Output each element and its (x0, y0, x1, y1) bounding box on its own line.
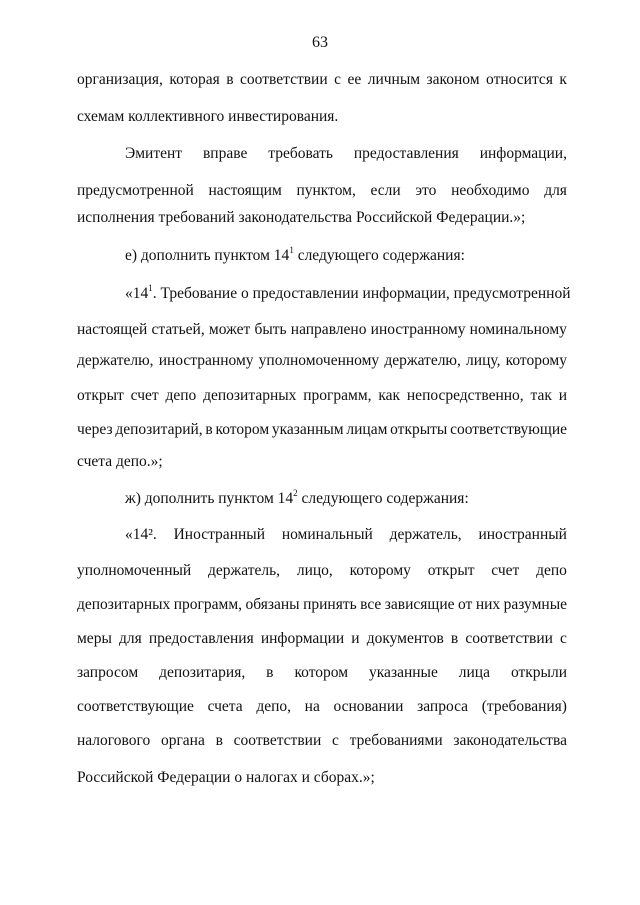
text-line (125, 142, 567, 166)
word: держатель, (208, 562, 281, 579)
word: требованиями (349, 732, 443, 749)
word: открыт (427, 562, 475, 579)
text-line: исполнения требований законодательства Российской Федерации.»; (77, 209, 526, 226)
word: предоставления (148, 630, 254, 647)
word: которому (505, 352, 567, 369)
text-line (77, 593, 567, 617)
word: пунктом, (296, 182, 356, 199)
word: соответствующие (77, 698, 194, 715)
word: уполномоченному (258, 352, 380, 369)
word: иностранному (158, 352, 254, 369)
text-line (77, 179, 567, 203)
word: соответствующие (450, 421, 567, 438)
text-line (77, 318, 567, 342)
superscript: 2 (293, 488, 298, 498)
word: которому (349, 562, 411, 579)
word: соответствии (233, 732, 322, 749)
word: меры (77, 630, 112, 647)
word: как (378, 387, 401, 404)
text-fragment: следующего содержания: (293, 247, 465, 264)
word: иностранному (370, 321, 466, 338)
word: настоящим (208, 182, 282, 199)
word: счета (207, 698, 243, 715)
word: номинальный (281, 526, 373, 543)
word: в (205, 421, 213, 438)
text-line (77, 661, 567, 685)
word: может (208, 321, 251, 338)
word: необходимо (451, 182, 530, 199)
text-fragment: е) дополнить пунктом 14 (125, 247, 290, 264)
word: «14². (125, 526, 157, 543)
text-fragment: . Требование о предоставлении информации, предусмотренной (152, 285, 571, 302)
text-line (77, 384, 567, 408)
word: вправе (202, 145, 248, 162)
word: открыли (510, 664, 567, 681)
word: относится (486, 71, 553, 88)
word: с (331, 732, 339, 749)
text-line (125, 487, 567, 511)
text-line (77, 418, 567, 442)
word: организация, (77, 71, 163, 88)
word: программ, (173, 596, 243, 613)
word: запросом (77, 664, 139, 681)
word: депо (536, 562, 567, 579)
word: депозитарий, (115, 421, 203, 438)
word: основании (333, 698, 404, 715)
word: указанные (369, 664, 438, 681)
word: лицу, (466, 352, 501, 369)
word: котором (215, 421, 270, 438)
word: непосредственно, (406, 387, 524, 404)
text-line (77, 349, 567, 373)
word: ее (347, 71, 362, 88)
word: иностранный (478, 526, 567, 543)
word: в (450, 630, 459, 647)
word: депозитарных (203, 387, 297, 404)
word: через (77, 421, 113, 438)
text-line (125, 282, 571, 306)
word: налогового (77, 732, 151, 749)
word: быть (254, 321, 287, 338)
word: депозитарных (77, 596, 171, 613)
text-fragment: «14 (125, 285, 149, 302)
word: указанным (271, 421, 344, 438)
word: (требования) (481, 698, 567, 715)
word: предоставления (353, 145, 459, 162)
word: зависящие (384, 596, 455, 613)
word: депо, (256, 698, 291, 715)
word: держателю, (384, 352, 461, 369)
word: предусмотренной (77, 182, 194, 199)
word: направлено (290, 321, 367, 338)
text-line (77, 695, 567, 719)
word: программ, (303, 387, 372, 404)
text-line (77, 68, 567, 92)
text-fragment: ж) дополнить пунктом 14 (125, 490, 294, 507)
word: лицо, (296, 562, 333, 579)
word: соответствии (240, 71, 328, 88)
word: статьей, (151, 321, 205, 338)
word: и (351, 630, 360, 647)
word: информации, (479, 145, 567, 162)
word: на (304, 698, 320, 715)
word: личным (367, 71, 421, 88)
word: них (475, 596, 501, 613)
text-line (125, 523, 567, 547)
word: лицам (346, 421, 388, 438)
word: депо (165, 387, 197, 404)
word: обязаны (245, 596, 300, 613)
word: в (215, 732, 223, 749)
word: в (226, 71, 234, 88)
word: и (558, 387, 567, 404)
word: разумные (503, 596, 567, 613)
word: для (118, 630, 142, 647)
text-line: Российской Федерации о налогах и сборах.»; (77, 769, 375, 786)
word: Иностранный (173, 526, 265, 543)
word: требовать (268, 145, 333, 162)
page-number: 63 (312, 34, 328, 51)
word: для (544, 182, 567, 199)
word: законодательства (453, 732, 567, 749)
word: счет (130, 387, 159, 404)
word: держатель, (389, 526, 462, 543)
text-line (125, 244, 567, 268)
text-fragment: следующего содержания: (297, 490, 469, 507)
word: открыты (390, 421, 448, 438)
word: информации (260, 630, 345, 647)
word: все (360, 596, 382, 613)
word: открыт (77, 387, 124, 404)
word: счет (491, 562, 520, 579)
word: это (415, 182, 437, 199)
text-line (77, 627, 567, 651)
word: от (458, 596, 473, 613)
word: Эмитент (125, 145, 183, 162)
word: запроса (417, 698, 469, 715)
word: с (334, 71, 341, 88)
text-line: счета депо.»; (77, 453, 163, 470)
word: принять (303, 596, 357, 613)
word: соответствии (465, 630, 553, 647)
word: которая (169, 71, 220, 88)
superscript: 1 (289, 245, 294, 255)
word: лица (458, 664, 490, 681)
word: если (370, 182, 401, 199)
word: так (530, 387, 552, 404)
word: законом (426, 71, 480, 88)
text-line (77, 559, 567, 583)
word: к (559, 71, 567, 88)
superscript: 1 (148, 283, 153, 293)
word: настоящей (77, 321, 148, 338)
text-line: схемам коллективного инвестирования. (77, 108, 339, 125)
text-line (77, 729, 567, 753)
word: с (560, 630, 567, 647)
word: в (266, 664, 274, 681)
word: уполномоченный (77, 562, 192, 579)
word: документов (366, 630, 444, 647)
word: номинальному (469, 321, 567, 338)
word: депозитария, (159, 664, 246, 681)
word: котором (294, 664, 349, 681)
word: держателю, (77, 352, 154, 369)
word: органа (160, 732, 205, 749)
